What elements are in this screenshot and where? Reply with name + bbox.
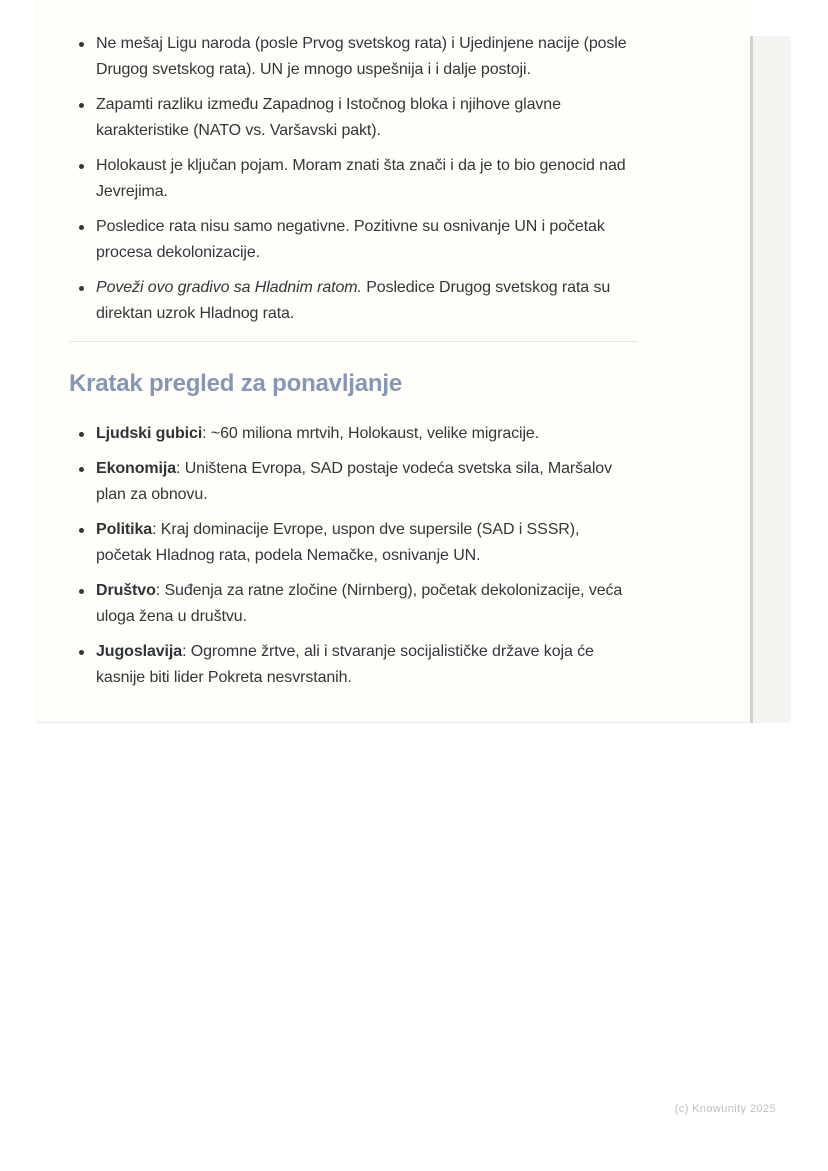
list-item bbox=[96, 578, 636, 630]
list-item bbox=[96, 275, 636, 327]
section-divider bbox=[69, 341, 638, 342]
summary-term: Ekonomija bbox=[96, 460, 177, 477]
bullet-icon bbox=[79, 225, 84, 230]
summary-term: Društvo bbox=[96, 582, 156, 599]
list-item bbox=[96, 639, 636, 691]
list-item bbox=[96, 517, 636, 569]
page-content bbox=[37, 0, 637, 691]
list-item bbox=[96, 456, 636, 508]
document-page bbox=[36, 0, 750, 723]
list-item bbox=[96, 31, 636, 83]
summary-text: : Kraj dominacije Evrope, uspon dve supersile (SAD i SSSR), početak Hladnog rata, podela Nemačke, osnivanje UN. bbox=[96, 521, 580, 564]
summary-term: Politika bbox=[96, 521, 153, 538]
summary-text: : ~60 miliona mrtvih, Holokaust, velike migracije. bbox=[202, 425, 540, 442]
list-item bbox=[96, 214, 636, 266]
list-item bbox=[96, 421, 636, 447]
bullet-icon bbox=[79, 589, 84, 594]
list-item bbox=[96, 153, 636, 205]
bullet-icon bbox=[79, 42, 84, 47]
bullet-icon bbox=[79, 103, 84, 108]
bullet-icon bbox=[79, 164, 84, 169]
summary-text: : Ogromne žrtve, ali i stvaranje socijalističke države koja će kasnije biti lider Pokreta nesvrstanih. bbox=[96, 643, 594, 686]
note-text: Ne mešaj Ligu naroda (posle Prvog svetskog rata) i Ujedinjene nacije (posle Drugog svetskog rata). UN je mnogo uspešnija i i dalje postoji. bbox=[96, 35, 627, 78]
bullet-icon bbox=[79, 528, 84, 533]
list-item bbox=[96, 92, 636, 144]
summary-term: Ljudski gubici bbox=[96, 425, 203, 442]
note-text: Holokaust je ključan pojam. Moram znati šta znači i da je to bio genocid nad Jevrejima. bbox=[96, 157, 626, 200]
bullet-icon bbox=[79, 432, 84, 437]
bullet-icon bbox=[79, 650, 84, 655]
section-heading: Kratak pregled za ponavljanje bbox=[69, 370, 402, 397]
next-page-edge bbox=[750, 36, 791, 723]
bullet-icon bbox=[79, 286, 84, 291]
bullet-icon bbox=[79, 467, 84, 472]
summary-term: Jugoslavija bbox=[96, 643, 183, 660]
summary-list bbox=[69, 421, 636, 691]
footer-credit: (c) Knowunity 2025 bbox=[674, 1103, 776, 1115]
note-text: Posledice Drugog svetskog rata su direktan uzrok Hladnog rata. bbox=[96, 279, 611, 322]
note-text: Zapamti razliku između Zapadnog i Istočnog bloka i njihove glavne karakteristike (NATO vs. Varšavski pakt). bbox=[96, 96, 561, 139]
summary-text: : Suđenja za ratne zločine (Nirnberg), početak dekolonizacije, veća uloga žena u društvu. bbox=[96, 582, 623, 625]
note-text: Posledice rata nisu samo negativne. Pozitivne su osnivanje UN i početak procesa dekolonizacije. bbox=[96, 218, 605, 261]
note-text-italic: Poveži ovo gradivo sa Hladnim ratom. bbox=[96, 279, 362, 296]
summary-text: : Uništena Evropa, SAD postaje vodeća svetska sila, Maršalov plan za obnovu. bbox=[96, 460, 613, 503]
exam-notes-list bbox=[69, 31, 636, 327]
